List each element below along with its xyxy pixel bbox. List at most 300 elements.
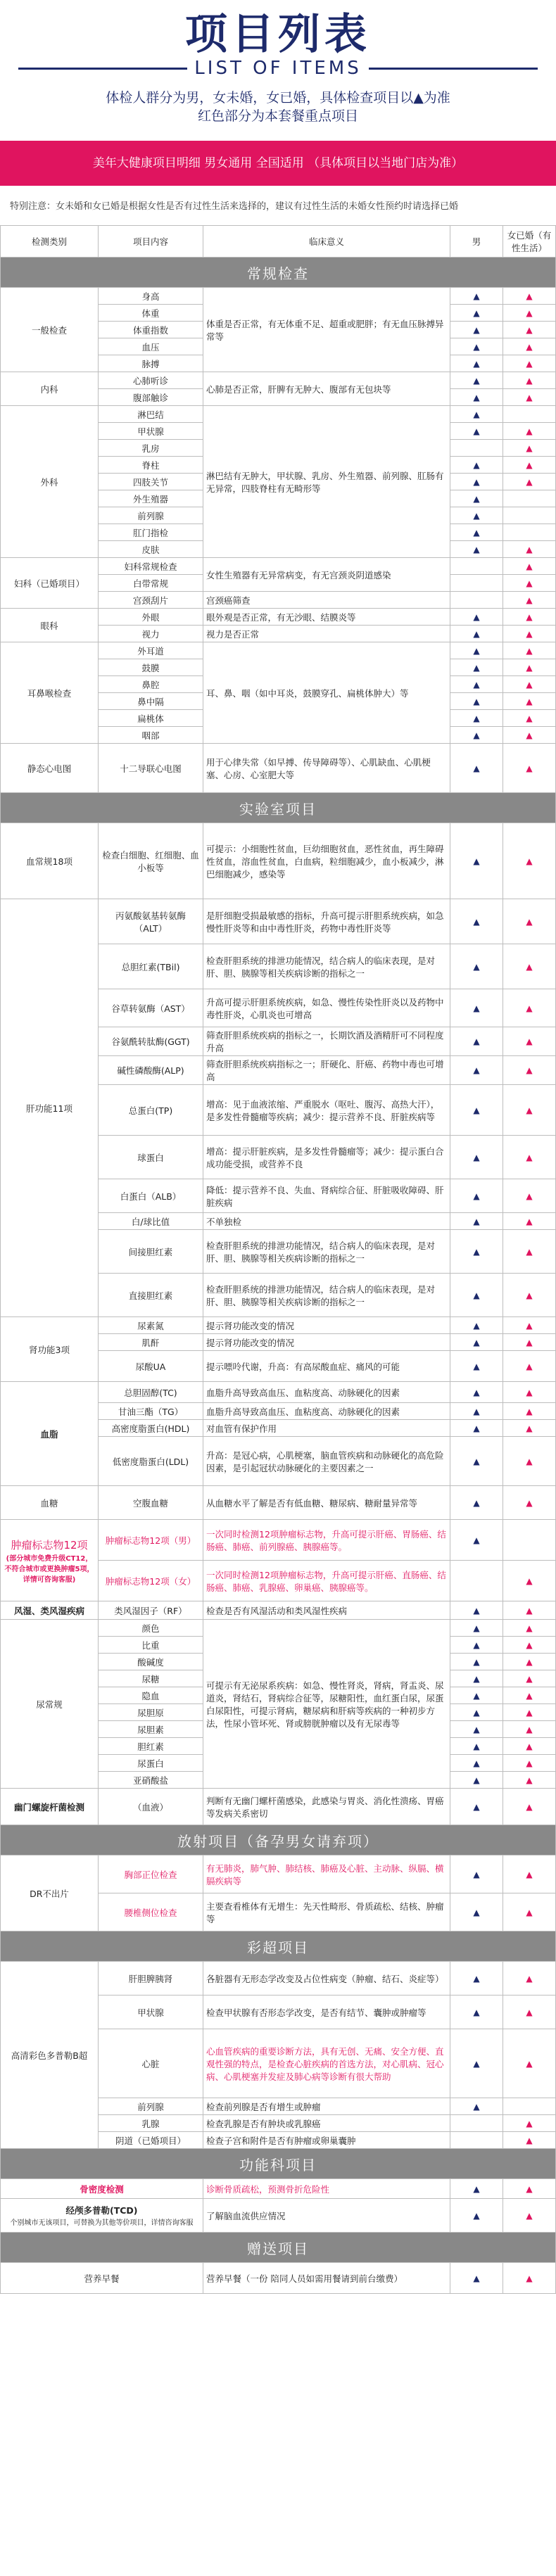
triangle-mark-icon: ▲ bbox=[526, 1801, 533, 1812]
triangle-mark-icon: ▲ bbox=[526, 1575, 533, 1586]
divider-left bbox=[18, 68, 187, 70]
female-mark bbox=[503, 1637, 556, 1654]
male-mark bbox=[450, 305, 503, 322]
item-cell: 乳腺 bbox=[99, 2115, 203, 2132]
female-mark bbox=[503, 609, 556, 626]
tumor-category: 肿瘤标志物12项 bbox=[11, 1538, 88, 1552]
triangle-mark-icon: ▲ bbox=[526, 1673, 533, 1684]
triangle-mark-icon: ▲ bbox=[473, 1361, 480, 1371]
male-mark bbox=[450, 1403, 503, 1420]
female-mark bbox=[503, 676, 556, 693]
triangle-mark-icon: ▲ bbox=[526, 713, 533, 723]
category-cell: 外科 bbox=[1, 406, 99, 558]
triangle-mark-icon: ▲ bbox=[473, 2007, 480, 2017]
table-row bbox=[1, 1601, 556, 1620]
triangle-mark-icon: ▲ bbox=[526, 645, 533, 656]
triangle-mark-icon: ▲ bbox=[526, 2135, 533, 2145]
triangle-mark-icon: ▲ bbox=[526, 1707, 533, 1718]
category-cell: 血常规18项 bbox=[1, 823, 99, 899]
triangle-mark-icon: ▲ bbox=[473, 1216, 480, 1226]
female-mark bbox=[503, 1486, 556, 1520]
female-mark bbox=[503, 524, 556, 541]
triangle-mark-icon: ▲ bbox=[473, 696, 480, 706]
triangle-mark-icon: ▲ bbox=[526, 611, 533, 622]
male-mark bbox=[450, 609, 503, 626]
triangle-mark-icon: ▲ bbox=[473, 527, 480, 538]
item-cell: 肌酐 bbox=[99, 1334, 203, 1351]
female-mark bbox=[503, 389, 556, 406]
male-mark bbox=[450, 1213, 503, 1230]
male-mark bbox=[450, 474, 503, 490]
triangle-mark-icon: ▲ bbox=[473, 1673, 480, 1684]
meaning-cell: 筛查肝胆系统疾病的指标之一，长期饮酒及酒精肝可不同程度升高 bbox=[203, 1027, 450, 1056]
meaning-cell: 检查肝胆系统的排泄功能情况，结合病人的临床表现，是对肝、胆、胰腺等相关疾病诊断的指标之一 bbox=[203, 944, 450, 989]
male-mark bbox=[450, 1601, 503, 1620]
female-mark bbox=[503, 1382, 556, 1403]
triangle-mark-icon: ▲ bbox=[473, 409, 480, 419]
item-cell: 甲状腺 bbox=[99, 423, 203, 440]
item-cell: 腹部触诊 bbox=[99, 389, 203, 406]
triangle-mark-icon: ▲ bbox=[473, 2273, 480, 2283]
male-mark bbox=[450, 659, 503, 676]
category-cell: 高清彩色多普勒B超 bbox=[1, 1962, 99, 2149]
male-mark bbox=[450, 1670, 503, 1687]
item-cell: 高密度脂蛋白(HDL) bbox=[99, 1420, 203, 1437]
male-mark bbox=[450, 355, 503, 372]
triangle-mark-icon: ▲ bbox=[473, 730, 480, 740]
triangle-mark-icon: ▲ bbox=[473, 1423, 480, 1433]
male-mark bbox=[450, 1893, 503, 1931]
triangle-mark-icon: ▲ bbox=[473, 679, 480, 690]
male-mark bbox=[450, 642, 503, 659]
female-mark bbox=[503, 1687, 556, 1704]
triangle-mark-icon: ▲ bbox=[526, 544, 533, 554]
special-note: 特别注意：女未婚和女已婚是根据女性是否有过性生活来选择的，建议有过性生活的未婚女性预约时请选择已婚 bbox=[10, 201, 459, 212]
item-cell: 肿瘤标志物12项（女） bbox=[99, 1561, 203, 1601]
item-cell: 谷氨酰转肽酶(GGT) bbox=[99, 1027, 203, 1056]
male-mark bbox=[450, 1382, 503, 1403]
male-mark bbox=[450, 2098, 503, 2115]
triangle-mark-icon: ▲ bbox=[473, 1497, 480, 1508]
male-mark bbox=[450, 1437, 503, 1486]
item-cell: （血液） bbox=[99, 1789, 203, 1825]
female-mark bbox=[503, 305, 556, 322]
female-mark bbox=[503, 727, 556, 744]
triangle-mark-icon: ▲ bbox=[473, 713, 480, 723]
meaning-cell: 可提示有无泌尿系疾病：如急、慢性肾炎，肾病，肾盂炎、尿道炎，肾结石，肾病综合征等，尿糖阳性，血红蛋白尿，尿蛋白尿阳性，可提示肾病，糖尿病和肝病等疾病的一种初步方法，性尿小管坏死、肾或膀胱肿瘤以及有无尿毒等 bbox=[203, 1620, 450, 1789]
triangle-mark-icon: ▲ bbox=[473, 459, 480, 470]
category-cell: 耳鼻喉检查 bbox=[1, 642, 99, 744]
triangle-mark-icon: ▲ bbox=[473, 1656, 480, 1667]
female-mark bbox=[503, 1561, 556, 1601]
triangle-mark-icon: ▲ bbox=[526, 1387, 533, 1397]
item-cell: 谷草转氨酶（AST） bbox=[99, 989, 203, 1027]
item-cell: 脉搏 bbox=[99, 355, 203, 372]
item-cell: 酸碱度 bbox=[99, 1654, 203, 1670]
triangle-mark-icon: ▲ bbox=[473, 2210, 480, 2221]
triangle-mark-icon: ▲ bbox=[526, 1320, 533, 1331]
item-cell: 鼻腔 bbox=[99, 676, 203, 693]
male-mark bbox=[450, 2179, 503, 2199]
triangle-mark-icon: ▲ bbox=[526, 961, 533, 972]
female-mark bbox=[503, 1317, 556, 1334]
triangle-mark-icon: ▲ bbox=[473, 324, 480, 335]
female-mark bbox=[503, 1230, 556, 1274]
male-mark bbox=[450, 288, 503, 305]
triangle-mark-icon: ▲ bbox=[473, 1387, 480, 1397]
section-title: 彩超项目 bbox=[1, 1931, 556, 1962]
triangle-mark-icon: ▲ bbox=[526, 856, 533, 866]
triangle-mark-icon: ▲ bbox=[526, 1639, 533, 1650]
category-cell: 内科 bbox=[1, 372, 99, 406]
female-mark bbox=[503, 1520, 556, 1561]
tcd-title: 经颅多普勒(TCD) bbox=[65, 2205, 138, 2216]
item-cell: 乳房 bbox=[99, 440, 203, 457]
triangle-mark-icon: ▲ bbox=[526, 1741, 533, 1751]
triangle-mark-icon: ▲ bbox=[473, 341, 480, 352]
male-mark bbox=[450, 1855, 503, 1893]
triangle-mark-icon: ▲ bbox=[473, 1707, 480, 1718]
female-mark bbox=[503, 1996, 556, 2029]
meaning-cell: 从血糖水平了解是否有低血糖、糖尿病、糖耐量异常等 bbox=[203, 1486, 450, 1520]
triangle-mark-icon: ▲ bbox=[473, 375, 480, 386]
triangle-mark-icon: ▲ bbox=[473, 1036, 480, 1046]
triangle-mark-icon: ▲ bbox=[526, 730, 533, 740]
male-mark bbox=[450, 507, 503, 524]
male-mark bbox=[450, 389, 503, 406]
male-mark bbox=[450, 1085, 503, 1136]
triangle-mark-icon: ▲ bbox=[526, 2007, 533, 2017]
item-cell: 心脏 bbox=[99, 2029, 203, 2098]
triangle-mark-icon: ▲ bbox=[473, 544, 480, 554]
male-mark bbox=[450, 1620, 503, 1637]
male-mark bbox=[450, 693, 503, 710]
male-mark bbox=[450, 1687, 503, 1704]
female-mark bbox=[503, 558, 556, 575]
female-mark bbox=[503, 338, 556, 355]
triangle-mark-icon: ▲ bbox=[473, 645, 480, 656]
meaning-cell: 淋巴结有无肿大，甲状腺、乳房、外生殖器、前列腺、肛肠有无异常，四肢脊柱有无畸形等 bbox=[203, 406, 450, 558]
triangle-mark-icon: ▲ bbox=[526, 578, 533, 588]
meaning-cell: 女性生殖器有无异常病变，有无宫颈炎阴道感染 bbox=[203, 558, 450, 592]
triangle-mark-icon: ▲ bbox=[526, 1361, 533, 1371]
item-cell: 阴道（已婚项目） bbox=[99, 2132, 203, 2149]
category-cell: 幽门螺旋杆菌检测 bbox=[1, 1789, 99, 1825]
triangle-mark-icon: ▲ bbox=[473, 628, 480, 639]
male-mark bbox=[450, 1721, 503, 1738]
item-cell: 甘油三酯（TG） bbox=[99, 1403, 203, 1420]
triangle-mark-icon: ▲ bbox=[473, 611, 480, 622]
female-mark bbox=[503, 1334, 556, 1351]
meaning-cell: 提示肾功能改变的情况 bbox=[203, 1334, 450, 1351]
item-cell: 白带常规 bbox=[99, 575, 203, 592]
triangle-mark-icon: ▲ bbox=[473, 358, 480, 369]
meaning-cell: 不单独检 bbox=[203, 1213, 450, 1230]
meaning-cell: 检查甲状腺有否形态学改变，是否有结节、囊肿或肿瘤等 bbox=[203, 1996, 450, 2029]
item-cell: 前列腺 bbox=[99, 507, 203, 524]
male-mark bbox=[450, 1486, 503, 1520]
male-mark bbox=[450, 541, 503, 558]
category-cell: 肝功能11项 bbox=[1, 899, 99, 1317]
triangle-mark-icon: ▲ bbox=[526, 1065, 533, 1075]
female-mark bbox=[503, 899, 556, 944]
meaning-cell: 诊断骨质疏松，预测骨折危险性 bbox=[203, 2179, 450, 2199]
male-mark bbox=[450, 575, 503, 592]
table-row bbox=[1, 899, 556, 944]
item-cell: 总胆固醇(TC) bbox=[99, 1382, 203, 1403]
meaning-cell: 提示嘌呤代谢，升高：有高尿酸血症、痛风的可能 bbox=[203, 1351, 450, 1382]
triangle-mark-icon: ▲ bbox=[526, 1497, 533, 1508]
male-mark bbox=[450, 2132, 503, 2149]
triangle-mark-icon: ▲ bbox=[526, 1973, 533, 1984]
male-mark bbox=[450, 1738, 503, 1755]
section-title: 功能科项目 bbox=[1, 2149, 556, 2179]
triangle-mark-icon: ▲ bbox=[473, 1191, 480, 1201]
triangle-mark-icon: ▲ bbox=[473, 1775, 480, 1785]
male-mark bbox=[450, 710, 503, 727]
triangle-mark-icon: ▲ bbox=[473, 662, 480, 673]
item-cell: 肿瘤标志物12项（男） bbox=[99, 1520, 203, 1561]
female-mark bbox=[503, 1772, 556, 1789]
table-row bbox=[1, 609, 556, 626]
male-mark bbox=[450, 1351, 503, 1382]
male-mark bbox=[450, 490, 503, 507]
page-subtitle: LIST OF ITEMS bbox=[194, 58, 362, 79]
female-mark bbox=[503, 1351, 556, 1382]
triangle-mark-icon: ▲ bbox=[473, 1690, 480, 1701]
table-row bbox=[1, 1855, 556, 1893]
triangle-mark-icon: ▲ bbox=[473, 1973, 480, 1984]
female-mark bbox=[503, 710, 556, 727]
triangle-mark-icon: ▲ bbox=[526, 291, 533, 301]
section-title: 常规检查 bbox=[1, 258, 556, 288]
male-mark bbox=[450, 1654, 503, 1670]
triangle-mark-icon: ▲ bbox=[526, 1337, 533, 1347]
meaning-cell: 提示肾功能改变的情况 bbox=[203, 1317, 450, 1334]
triangle-mark-icon: ▲ bbox=[473, 510, 480, 521]
female-mark bbox=[503, 2263, 556, 2294]
triangle-mark-icon: ▲ bbox=[526, 1152, 533, 1162]
triangle-mark-icon: ▲ bbox=[526, 2118, 533, 2128]
triangle-mark-icon: ▲ bbox=[526, 1605, 533, 1616]
table-row bbox=[1, 2263, 556, 2294]
male-mark bbox=[450, 2199, 503, 2233]
male-mark bbox=[450, 558, 503, 575]
triangle-mark-icon: ▲ bbox=[526, 426, 533, 436]
category-cell: 血脂 bbox=[1, 1382, 99, 1486]
triangle-mark-icon: ▲ bbox=[473, 493, 480, 504]
male-mark bbox=[450, 676, 503, 693]
category-cell: 血糖 bbox=[1, 1486, 99, 1520]
meaning-cell: 降低：提示营养不良、失血、肾病综合征、肝脏吸收障碍、肝脏疾病 bbox=[203, 1179, 450, 1213]
item-cell: 球蛋白 bbox=[99, 1136, 203, 1179]
intro-line-2: 红色部分为本套餐重点项目 bbox=[197, 108, 358, 124]
table-row bbox=[1, 1520, 556, 1561]
triangle-mark-icon: ▲ bbox=[473, 1869, 480, 1879]
female-mark bbox=[503, 1670, 556, 1687]
item-cell: 宫颈刮片 bbox=[99, 592, 203, 609]
item-cell: 尿酸UA bbox=[99, 1351, 203, 1382]
table-row bbox=[1, 1486, 556, 1520]
female-mark bbox=[503, 989, 556, 1027]
meaning-cell: 检查乳腺是否有肿块或乳腺癌 bbox=[203, 2115, 450, 2132]
male-mark bbox=[450, 2029, 503, 2098]
item-cell: 外生殖器 bbox=[99, 490, 203, 507]
triangle-mark-icon: ▲ bbox=[473, 291, 480, 301]
female-mark bbox=[503, 457, 556, 474]
col-meaning: 临床意义 bbox=[203, 226, 450, 258]
item-cell: 碱性磷酸酶(ALP) bbox=[99, 1056, 203, 1085]
female-mark bbox=[503, 1420, 556, 1437]
female-mark bbox=[503, 1027, 556, 1056]
male-mark bbox=[450, 338, 503, 355]
meaning-cell: 营养早餐（一份 陪同人员如需用餐请到前台缴费） bbox=[203, 2263, 450, 2294]
triangle-mark-icon: ▲ bbox=[473, 1320, 480, 1331]
male-mark bbox=[450, 2263, 503, 2294]
item-cell: 外眼 bbox=[99, 609, 203, 626]
triangle-mark-icon: ▲ bbox=[473, 961, 480, 972]
section-header-row bbox=[1, 258, 556, 288]
male-mark bbox=[450, 626, 503, 642]
meaning-cell: 判断有无幽门螺杆菌感染，此感染与胃炎、消化性溃疡、胃癌等发病关系密切 bbox=[203, 1789, 450, 1825]
category-cell bbox=[1, 1520, 99, 1601]
male-mark bbox=[450, 899, 503, 944]
male-mark bbox=[450, 1962, 503, 1996]
female-mark bbox=[503, 1601, 556, 1620]
triangle-mark-icon: ▲ bbox=[473, 2058, 480, 2069]
female-mark bbox=[503, 1755, 556, 1772]
female-mark bbox=[503, 2179, 556, 2199]
male-mark bbox=[450, 1334, 503, 1351]
female-mark bbox=[503, 1213, 556, 1230]
item-cell: 体重指数 bbox=[99, 322, 203, 338]
triangle-mark-icon: ▲ bbox=[526, 2273, 533, 2283]
meaning-cell: 增高：提示肝脏疾病，是多发性骨髓瘤等；减少：提示蛋白合成功能受损，或营养不良 bbox=[203, 1136, 450, 1179]
tcd-note: 个别城市无该项目，可替换为其他等价项目，详情咨询客服 bbox=[10, 2219, 194, 2227]
scope-banner: 美年大健康项目明细 男女通用 全国适用 （具体项目以当地门店为准） bbox=[0, 141, 556, 186]
item-cell: 丙氨酸氨基转氨酶（ALT） bbox=[99, 899, 203, 944]
meaning-cell: 升高：是冠心病，心肌梗塞，脑血管疾病和动脉硬化的高危险因素，是引起冠状动脉硬化的主要因素之一 bbox=[203, 1437, 450, 1486]
triangle-mark-icon: ▲ bbox=[473, 1246, 480, 1257]
meaning-cell: 主要查看椎体有无增生：先天性畸形、骨质疏松、结核、肿瘤等 bbox=[203, 1893, 450, 1931]
triangle-mark-icon: ▲ bbox=[526, 561, 533, 571]
female-mark bbox=[503, 406, 556, 423]
triangle-mark-icon: ▲ bbox=[473, 1724, 480, 1734]
section-title: 实验室项目 bbox=[1, 793, 556, 823]
male-mark bbox=[450, 727, 503, 744]
meaning-cell: 检查是否有风湿活动和类风湿性疾病 bbox=[203, 1601, 450, 1620]
meaning-cell: 视力是否正常 bbox=[203, 626, 450, 642]
category-cell: 静态心电图 bbox=[1, 744, 99, 793]
category-cell: 骨密度检测 bbox=[1, 2179, 203, 2199]
section-title: 赠送项目 bbox=[1, 2233, 556, 2263]
item-cell: 胸部正位检查 bbox=[99, 1855, 203, 1893]
triangle-mark-icon: ▲ bbox=[526, 1690, 533, 1701]
table-row bbox=[1, 823, 556, 899]
meaning-cell: 增高：见于血液浓缩、严重脱水（呕吐、腹泻、高热大汗），是多发性骨髓瘤等疾病；减少：提示营养不良、肝脏疾病等 bbox=[203, 1085, 450, 1136]
male-mark bbox=[450, 944, 503, 989]
table-row bbox=[1, 2199, 556, 2233]
female-mark bbox=[503, 541, 556, 558]
meaning-cell: 了解脑血流供应情况 bbox=[203, 2199, 450, 2233]
table-row bbox=[1, 744, 556, 793]
meaning-cell: 对血管有保护作用 bbox=[203, 1420, 450, 1437]
male-mark bbox=[450, 322, 503, 338]
male-mark bbox=[450, 457, 503, 474]
female-mark bbox=[503, 575, 556, 592]
section-header-row bbox=[1, 2149, 556, 2179]
meaning-cell: 一次同时检测12项肿瘤标志物，升高可提示肝癌、胃肠癌、结肠癌、肺癌、前列腺癌、胰腺癌等。 bbox=[203, 1520, 450, 1561]
female-mark bbox=[503, 1962, 556, 1996]
item-cell: 颜色 bbox=[99, 1620, 203, 1637]
table-row bbox=[1, 2179, 556, 2199]
triangle-mark-icon: ▲ bbox=[526, 1656, 533, 1667]
male-mark bbox=[450, 406, 503, 423]
meaning-cell: 各脏器有无形态学改变及占位性病变（肿瘤、结石、炎症等） bbox=[203, 1962, 450, 1996]
female-mark bbox=[503, 659, 556, 676]
triangle-mark-icon: ▲ bbox=[526, 443, 533, 453]
table-row bbox=[1, 372, 556, 389]
male-mark bbox=[450, 1179, 503, 1213]
male-mark bbox=[450, 1056, 503, 1085]
item-cell: 体重 bbox=[99, 305, 203, 322]
category-cell: 一般检查 bbox=[1, 288, 99, 372]
female-mark bbox=[503, 1179, 556, 1213]
item-cell: 空腹血糖 bbox=[99, 1486, 203, 1520]
meaning-cell: 体重是否正常，有无体重不足、超重或肥胖；有无血压脉搏异常等 bbox=[203, 288, 450, 372]
section-header-row bbox=[1, 1825, 556, 1855]
triangle-mark-icon: ▲ bbox=[473, 392, 480, 402]
female-mark bbox=[503, 626, 556, 642]
triangle-mark-icon: ▲ bbox=[526, 392, 533, 402]
meaning-cell: 检查肝胆系统的排泄功能情况，结合病人的临床表现，是对肝、胆、胰腺等相关疾病诊断的指标之一 bbox=[203, 1230, 450, 1274]
section-header-row bbox=[1, 793, 556, 823]
item-cell: 白蛋白（ALB） bbox=[99, 1179, 203, 1213]
table-row bbox=[1, 1620, 556, 1637]
triangle-mark-icon: ▲ bbox=[473, 916, 480, 927]
item-cell: 总胆红素(TBil) bbox=[99, 944, 203, 989]
item-cell: 白/球比值 bbox=[99, 1213, 203, 1230]
item-cell: 间接胆红素 bbox=[99, 1230, 203, 1274]
triangle-mark-icon: ▲ bbox=[526, 2058, 533, 2069]
male-mark bbox=[450, 1317, 503, 1334]
item-cell: 腰椎侧位检查 bbox=[99, 1893, 203, 1931]
triangle-mark-icon: ▲ bbox=[526, 679, 533, 690]
triangle-mark-icon: ▲ bbox=[473, 1003, 480, 1013]
item-cell: 淋巴结 bbox=[99, 406, 203, 423]
male-mark bbox=[450, 1704, 503, 1721]
triangle-mark-icon: ▲ bbox=[526, 1216, 533, 1226]
triangle-mark-icon: ▲ bbox=[526, 1869, 533, 1879]
meaning-cell: 眼外观是否正常，有无沙眼、结膜炎等 bbox=[203, 609, 450, 626]
category-cell: 风湿、类风湿疾病 bbox=[1, 1601, 99, 1620]
female-mark bbox=[503, 423, 556, 440]
female-mark bbox=[503, 744, 556, 793]
female-mark bbox=[503, 1136, 556, 1179]
triangle-mark-icon: ▲ bbox=[526, 307, 533, 318]
male-mark bbox=[450, 524, 503, 541]
triangle-mark-icon: ▲ bbox=[526, 375, 533, 386]
triangle-mark-icon: ▲ bbox=[526, 1246, 533, 1257]
triangle-mark-icon: ▲ bbox=[526, 763, 533, 773]
category-cell: 肾功能3项 bbox=[1, 1317, 99, 1382]
triangle-mark-icon: ▲ bbox=[473, 1801, 480, 1812]
male-mark bbox=[450, 1027, 503, 1056]
item-cell: 甲状腺 bbox=[99, 1996, 203, 2029]
triangle-mark-icon: ▲ bbox=[526, 341, 533, 352]
page-header bbox=[0, 0, 556, 141]
triangle-mark-icon: ▲ bbox=[526, 916, 533, 927]
